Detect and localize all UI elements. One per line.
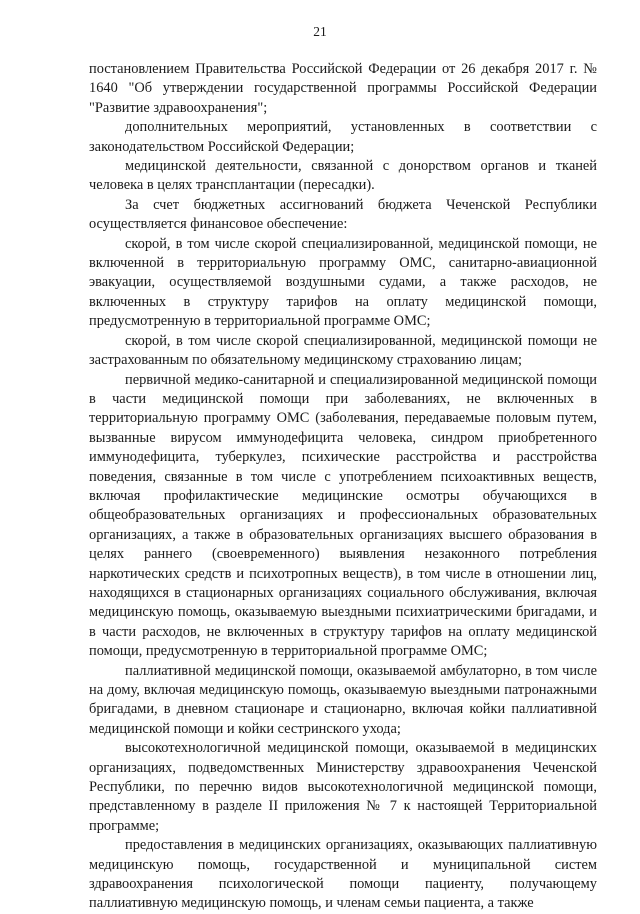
paragraph: дополнительных мероприятий, установленных в соответствии с законодательством Российской Федерации; bbox=[89, 119, 597, 155]
paragraph: высокотехнологичной медицинской помощи, оказываемой в медицинских организациях, подведомственных Министерству здравоохранения Чеченской Республики, по перечню видов высокотехнологичной медицинской помощи, представленному в разделе II приложения № 7 к настоящей Территориальной программе; bbox=[89, 740, 597, 834]
paragraph: скорой, в том числе скорой специализированной, медицинской помощи не застрахованным по обязательному медицинскому страхованию лицам; bbox=[89, 332, 597, 369]
paragraph: предоставления в медицинских организациях, оказывающих паллиативную медицинскую помощь, государственной и муниципальной систем здравоохранения психологической помощи пациенту, получающему паллиативную медицинскую помощь, и членам семьи пациента, а также bbox=[89, 837, 597, 912]
page-number: 21 bbox=[313, 24, 327, 39]
paragraph: постановлением Правительства Российской Федерации от 26 декабря 2017 г. № 1640 "Об утверждении государственной программы Российской Федерации "Развитие здравоохранения"; bbox=[89, 61, 597, 116]
paragraph: За счет бюджетных ассигнований бюджета Чеченской Республики осуществляется финансовое обеспечение: bbox=[89, 196, 597, 233]
paragraph: первичной медико-санитарной и специализированной медицинской помощи в части медицинской помощи при заболеваниях, не включенных в территориальную программу ОМС (заболевания, передаваемые половым путем, вызванные вирусом иммунодефицита человека, синдром приобретенного иммунодефицита, туберкулез, психические расстройства и расстройства поведения, связанные в том числе с употреблением психоактивных веществ, включая профилактические медицинские осмотры обучающихся в общеобразовательных организациях и профессиональных образовательных организациях, а также в образовательных организациях высшего образования в целях раннего (своевременного) выявления незаконного потребления наркотических средств и психотропных веществ), в том числе в отношении лиц, находящихся в стационарных организациях социального обслуживания, включая медицинскую помощь, оказываемую выездными психиатрическими бригадами, и в части расходов, не включенных в структуру тарифов на оплату медицинской помощи, предусмотренную в территориальной программе ОМС; bbox=[89, 371, 597, 660]
paragraph: медицинской деятельности, связанной с донорством органов и тканей человека в целях трансплантации (пересадки). bbox=[89, 158, 597, 194]
paragraph: скорой, в том числе скорой специализированной, медицинской помощи, не включенной в территориальную программу ОМС, санитарно-авиационной эвакуации, осуществляемой воздушными судами, а также расходов, не включенных в структуру тарифов на оплату медицинской помощи, предусмотренную в территориальной программе ОМС; bbox=[89, 235, 597, 330]
paragraph: паллиативной медицинской помощи, оказываемой амбулаторно, в том числе на дому, включая медицинскую помощь, оказываемую выездными патронажными бригадами, в дневном стационаре и стационарно, включая койки паллиативной медицинской помощи и койки сестринского ухода; bbox=[89, 662, 597, 737]
document-body bbox=[89, 60, 597, 914]
